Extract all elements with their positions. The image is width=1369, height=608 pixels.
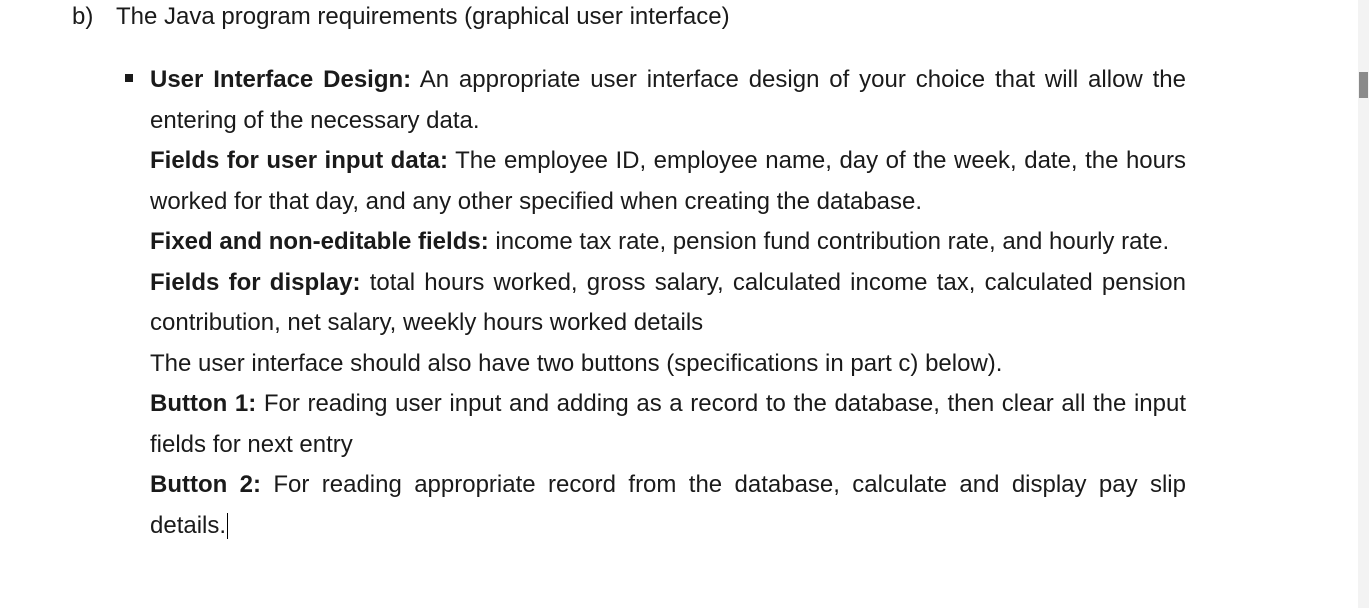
input-fields-text: The employee ID, employee name, day of the week, date, the hours worked for that day, and any other specified when creating the database. xyxy=(150,147,1186,215)
vertical-scrollbar[interactable] xyxy=(1358,0,1369,608)
ui-design-title: User Interface Design: xyxy=(150,66,412,93)
fixed-fields-text: income tax rate, pension fund contribution rate, and hourly rate. xyxy=(488,228,1170,255)
button1-text: For reading user input and adding as a record to the database, then clear all the input fields for next entry xyxy=(150,390,1187,458)
fixed-fields-title: Fixed and non-editable fields: xyxy=(150,228,489,255)
section-label: b) xyxy=(72,3,94,30)
square-bullet-icon xyxy=(125,74,133,82)
button1-title: Button 1: xyxy=(150,390,257,417)
display-fields-text: total hours worked, gross salary, calculated income tax, calculated pension contribution, net salary, weekly hours worked details xyxy=(150,268,1186,336)
section-heading xyxy=(72,2,730,32)
input-fields-title: Fields for user input data: xyxy=(150,147,449,174)
section-title: The Java program requirements (graphical user interface) xyxy=(116,3,730,30)
input-fields-paragraph xyxy=(150,141,1186,222)
button2-text: For reading appropriate record from the database, calculate and display pay slip details. xyxy=(150,471,1186,539)
text-cursor xyxy=(227,513,228,539)
ui-design-text: An appropriate user interface design of your choice that will allow the entering of the necessary data. xyxy=(150,66,1186,134)
buttons-note-paragraph xyxy=(150,344,1186,385)
buttons-note-text: The user interface should also have two buttons (specifications in part c) below). xyxy=(150,349,1003,377)
display-fields-title: Fields for display: xyxy=(150,268,361,296)
requirements-list xyxy=(150,60,1186,546)
button2-paragraph xyxy=(150,465,1186,546)
button2-title: Button 2: xyxy=(150,471,262,498)
display-fields-paragraph xyxy=(150,263,1186,344)
scrollbar-thumb[interactable] xyxy=(1359,72,1368,98)
fixed-fields-paragraph xyxy=(150,222,1186,263)
ui-design-paragraph xyxy=(150,60,1186,141)
button1-paragraph xyxy=(150,384,1186,465)
